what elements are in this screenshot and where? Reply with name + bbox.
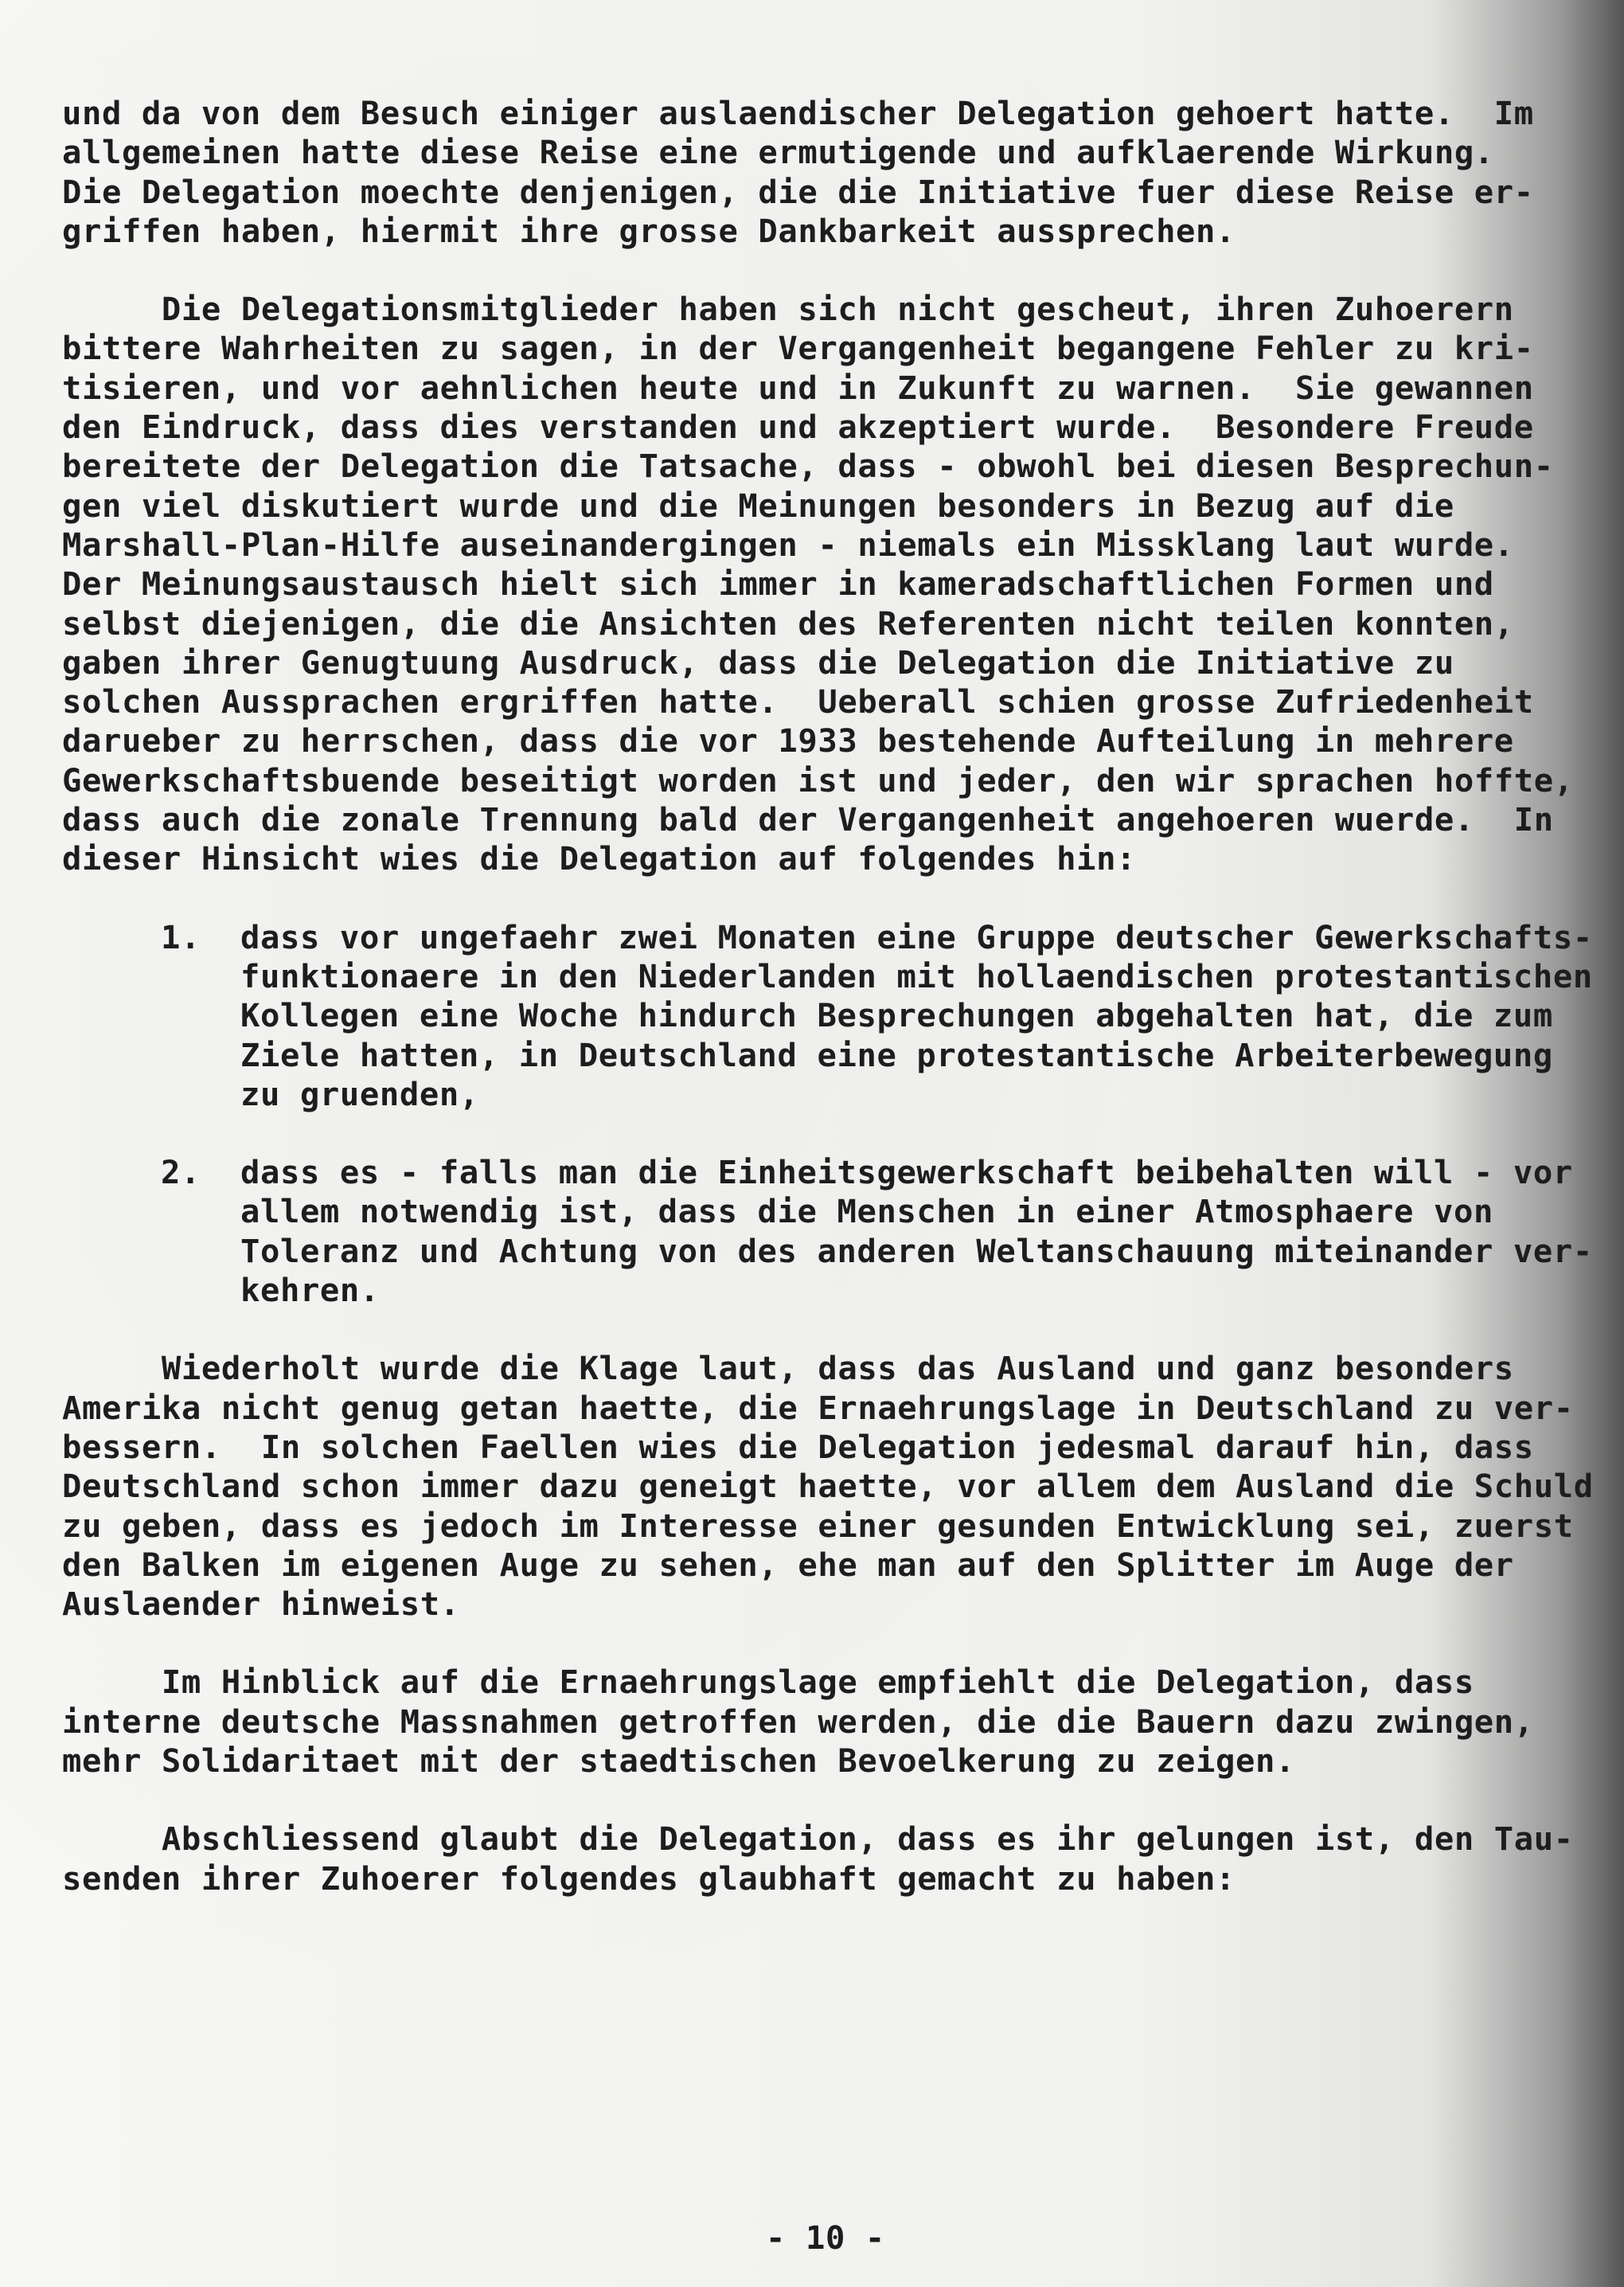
paragraph-3 (62, 1349, 1599, 1624)
text-line: interne deutsche Massnahmen getroffen werden, die die Bauern dazu zwingen, (62, 1702, 1534, 1741)
text-line: Der Meinungsaustausch hielt sich immer in kameradschaftlichen Formen und (62, 565, 1494, 604)
text-line: Deutschland schon immer dazu geneigt haette, vor allem dem Ausland die Schuld (62, 1467, 1594, 1506)
text-line: zu gruenden, (240, 1074, 479, 1113)
text-line: solchen Aussprachen ergriffen hatte. Ueberall schien grosse Zufriedenheit (62, 682, 1534, 721)
text-line: dieser Hinsicht wies die Delegation auf folgendes hin: (62, 839, 1137, 878)
text-line: Kollegen eine Woche hindurch Besprechungen abgehalten hat, die zum (240, 996, 1553, 1035)
list-item-1 (62, 918, 1599, 1114)
paragraph-1 (62, 94, 1599, 251)
paragraph-5 (62, 1820, 1599, 1898)
list-number: 2. (161, 1153, 201, 1192)
text-line: Auslaender hinweist. (62, 1585, 460, 1624)
text-line: tisieren, und vor aehnlichen heute und in Zukunft zu warnen. Sie gewannen (62, 368, 1534, 407)
text-line: dass es - falls man die Einheitsgewerkschaft beibehalten will - vor (240, 1153, 1573, 1192)
text-line: Marshall-Plan-Hilfe auseinandergingen - niemals ein Missklang laut wurde. (62, 525, 1514, 564)
text-line: den Eindruck, dass dies verstanden und akzeptiert wurde. Besondere Freude (62, 408, 1534, 447)
text-line: allem notwendig ist, dass die Menschen in einer Atmosphaere von (240, 1192, 1493, 1231)
text-line: darueber zu herrschen, dass die vor 1933 bestehende Aufteilung in mehrere (62, 721, 1514, 760)
text-line: bereitete der Delegation die Tatsache, dass - obwohl bei diesen Besprechun- (62, 447, 1554, 486)
paragraph-4 (62, 1663, 1599, 1781)
text-line: gen viel diskutiert wurde und die Meinungen besonders in Bezug auf die (62, 486, 1454, 525)
text-line: Amerika nicht genug getan haette, die Ernaehrungslage in Deutschland zu ver- (62, 1388, 1574, 1427)
text-line: dass vor ungefaehr zwei Monaten eine Gruppe deutscher Gewerkschafts- (240, 917, 1593, 956)
text-line: kehren. (240, 1271, 380, 1310)
text-line: mehr Solidaritaet mit der staedtischen Bevoelkerung zu zeigen. (62, 1741, 1295, 1780)
text-line: Wiederholt wurde die Klage laut, dass das Ausland und ganz besonders (62, 1349, 1514, 1388)
text-line: Ziele hatten, in Deutschland eine protestantische Arbeiterbewegung (240, 1035, 1553, 1074)
text-line: und da von dem Besuch einiger auslaendischer Delegation gehoert hatte. Im (62, 94, 1534, 132)
text-line: Abschliessend glaubt die Delegation, dass es ihr gelungen ist, den Tau- (62, 1820, 1574, 1859)
text-line: Toleranz und Achtung von des anderen Weltanschauung miteinander ver- (240, 1231, 1593, 1270)
text-line: senden ihrer Zuhoerer folgendes glaubhaft gemacht zu haben: (62, 1859, 1236, 1898)
text-line: Gewerkschaftsbuende beseitigt worden ist und jeder, den wir sprachen hoffte, (62, 760, 1574, 799)
text-line: selbst diejenigen, die die Ansichten des Referenten nicht teilen konnten, (62, 604, 1514, 643)
page-number: - 10 - (766, 2219, 885, 2257)
text-line: bittere Wahrheiten zu sagen, in der Vergangenheit begangene Fehler zu kri- (62, 329, 1534, 368)
list-item-2 (62, 1153, 1599, 1310)
text-line: den Balken im eigenen Auge zu sehen, ehe man auf den Splitter im Auge der (62, 1545, 1514, 1584)
text-line: zu geben, dass es jedoch im Interesse einer gesunden Entwicklung sei, zuerst (62, 1506, 1574, 1545)
list-number: 1. (161, 917, 201, 956)
text-line: funktionaere in den Niederlanden mit hollaendischen protestantischen (240, 956, 1593, 995)
text-line: bessern. In solchen Faellen wies die Delegation jedesmal darauf hin, dass (62, 1427, 1534, 1466)
text-line: Die Delegation moechte denjenigen, die die Initiative fuer diese Reise er- (62, 172, 1534, 211)
text-line: allgemeinen hatte diese Reise eine ermutigende und aufklaerende Wirkung. (62, 133, 1494, 172)
text-line: Im Hinblick auf die Ernaehrungslage empfiehlt die Delegation, dass (62, 1663, 1474, 1702)
text-line: gaben ihrer Genugtuung Ausdruck, dass die Delegation die Initiative zu (62, 643, 1454, 682)
text-line: dass auch die zonale Trennung bald der Vergangenheit angehoeren wuerde. In (62, 800, 1554, 839)
text-line: Die Delegationsmitglieder haben sich nicht gescheut, ihren Zuhoerern (62, 290, 1514, 329)
paragraph-2 (62, 290, 1599, 878)
text-line: griffen haben, hiermit ihre grosse Dankbarkeit aussprechen. (62, 211, 1236, 250)
document-body (62, 94, 1599, 1937)
